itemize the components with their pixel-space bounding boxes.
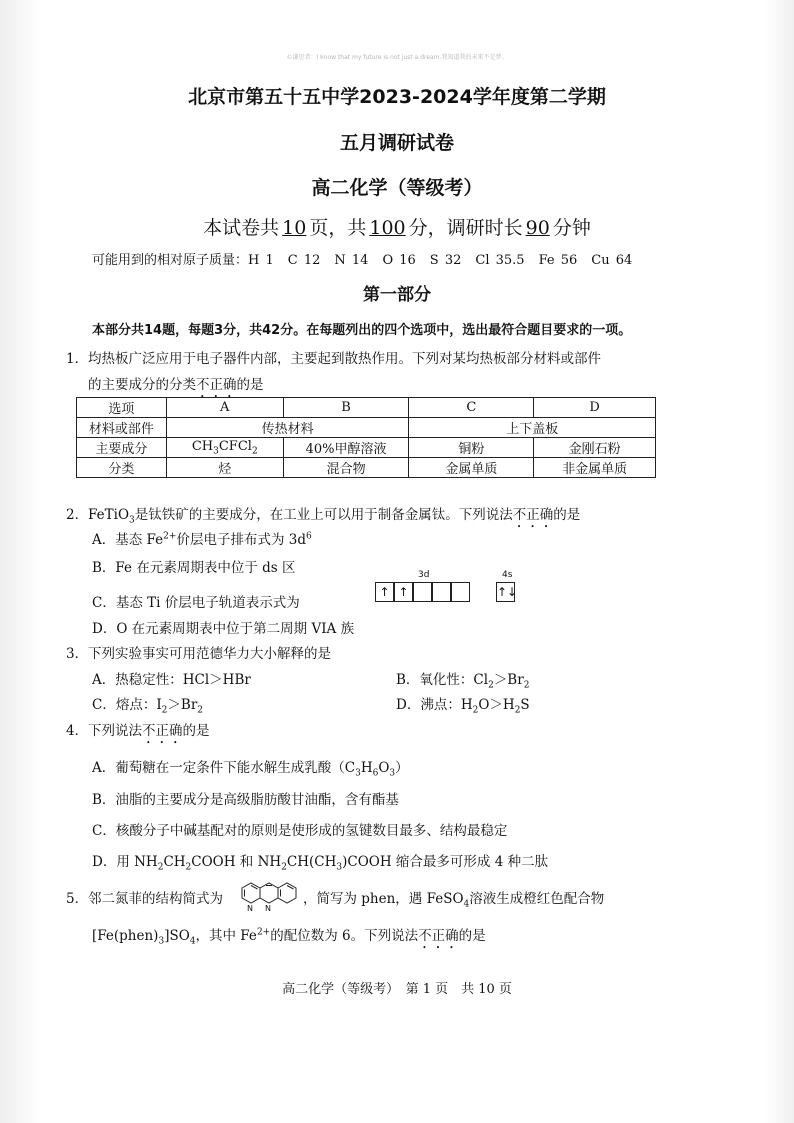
table-row: 选项 A B C D [77,398,656,418]
question-5-line2: $[Fe(phen)_3]SO_4$，其中 $Fe^{2+}$的配位数为 6。下列说法不正确的是 [92,927,486,947]
q3-option-a: A．热稳定性：HCl＞HBr [92,672,251,688]
table-row: 分类 烃 混合物 金属单质 非金属单质 [77,458,656,478]
orbital-box [413,582,432,602]
q3-option-b: B．氧化性：$Cl_2>Br_2$ [396,672,530,691]
page-count: 10 [282,217,307,239]
atom-n-left: N [247,904,253,913]
emphasis-not-correct: 不正确 [418,928,459,944]
atom-n-right: N [265,904,271,913]
orbital-box [451,582,470,602]
exam-info: 本试卷共 10 页，共 100 分，调研时长 90 分钟 [203,217,591,239]
scan-edge-left [0,0,40,1123]
q2-option-b: B．Fe 在元素周期表中位于 ds 区 [92,560,296,576]
label-4s: 4s [502,570,513,580]
question-1-line2: 的主要成分的分类不正确的是 [88,377,264,393]
q2-option-a: A．基态 $Fe^{2+}$价层电子排布式为 $3d^6$ [92,531,312,548]
question-5: 5．邻二氮菲的结构简式为 ，简写为 phen，遇 FeSO$_4$溶液生成橙红色配合物 [66,891,605,910]
question-4: 4．下列说法不正确的是 [66,723,210,739]
q3-option-c: C．熔点：$I_2>Br_2$ [92,697,204,716]
q2-option-c: C．基态 Ti 价层电子轨道表示式为 [92,595,300,611]
q4-option-a: A．葡萄糖在一定条件下能水解生成乳酸$(C_3H_6O_3)$ [92,760,409,779]
exam-subtitle: 五月调研试卷 [339,132,454,154]
table-row: 主要成分 $CH_3CFCl_2$ 40%甲醇溶液 铜粉 金刚石粉 [77,438,656,458]
label-3d: 3d [418,570,430,580]
orbital-box [432,582,451,602]
emphasis-not-correct: 不正确 [512,507,554,523]
subject-title: 高二化学（等级考） [311,177,483,199]
exam-title: 北京市第五十五中学2023-2024学年度第二学期 [188,86,606,108]
question-3: 3．下列实验事实可用范德华力大小解释的是 [66,646,331,662]
table-row: 材料或部件 传热材料 上下盖板 [77,418,656,438]
q4-option-d: D．用 $NH_2CH_2COOH$ 和 $NH_2CH(CH_3)COOH$ 缩合最多可形成 4 种二肽 [92,854,549,873]
question-1: 1．均热板广泛应用于电子器件内部，主要起到散热作用。下列对某均热板部分材料或部件 [66,351,601,367]
q4-option-c: C．核酸分子中碱基配对的原则是使形成的氢键数目最多、结构最稳定 [92,823,508,839]
section-title: 第一部分 [363,285,431,305]
duration: 90 [525,217,550,239]
question-2: 2．FeTiO$_3$是钛铁矿的主要成分，在工业上可以用于制备金属钛。下列说法不正确的是 [66,507,581,526]
formula-ch3cfcl2: $CH_3CFCl_2$ [166,438,283,458]
watermark: ©谦思者：I know that my future is not just a dream.我知道我的未来不是梦。 [286,54,508,61]
q4-option-b: B．油脂的主要成分是高级脂肪酸甘油酯，含有酯基 [92,792,399,808]
emphasis-not-correct: 不正确 [196,377,237,393]
page-footer: 高二化学（等级考） 第 1 页 共 10 页 [282,982,512,997]
orbital-box: ↑ [394,582,413,602]
q1-options-table [76,397,656,478]
q3-option-d: D．沸点：$H_2O>H_2S$ [396,697,530,716]
total-score: 100 [369,217,406,239]
emphasis-not-correct: 不正确 [142,723,183,739]
phenanthroline-structure [236,879,318,915]
q2-option-d: D．O 在元素周期表中位于第二周期 VIA 族 [92,621,355,637]
scan-edge-right [764,0,794,1123]
atomic-masses: 可能用到的相对原子质量：H 1 C 12 N 14 O 16 S 32 Cl 35.5 Fe 56 Cu 64 [92,253,633,268]
orbital-box: ↑↓ [496,582,515,602]
section-instruction: 本部分共14题，每题3分，共42分。在每题列出的四个选项中，选出最符合题目要求的一项。 [92,323,632,338]
orbital-box: ↑ [375,582,394,602]
